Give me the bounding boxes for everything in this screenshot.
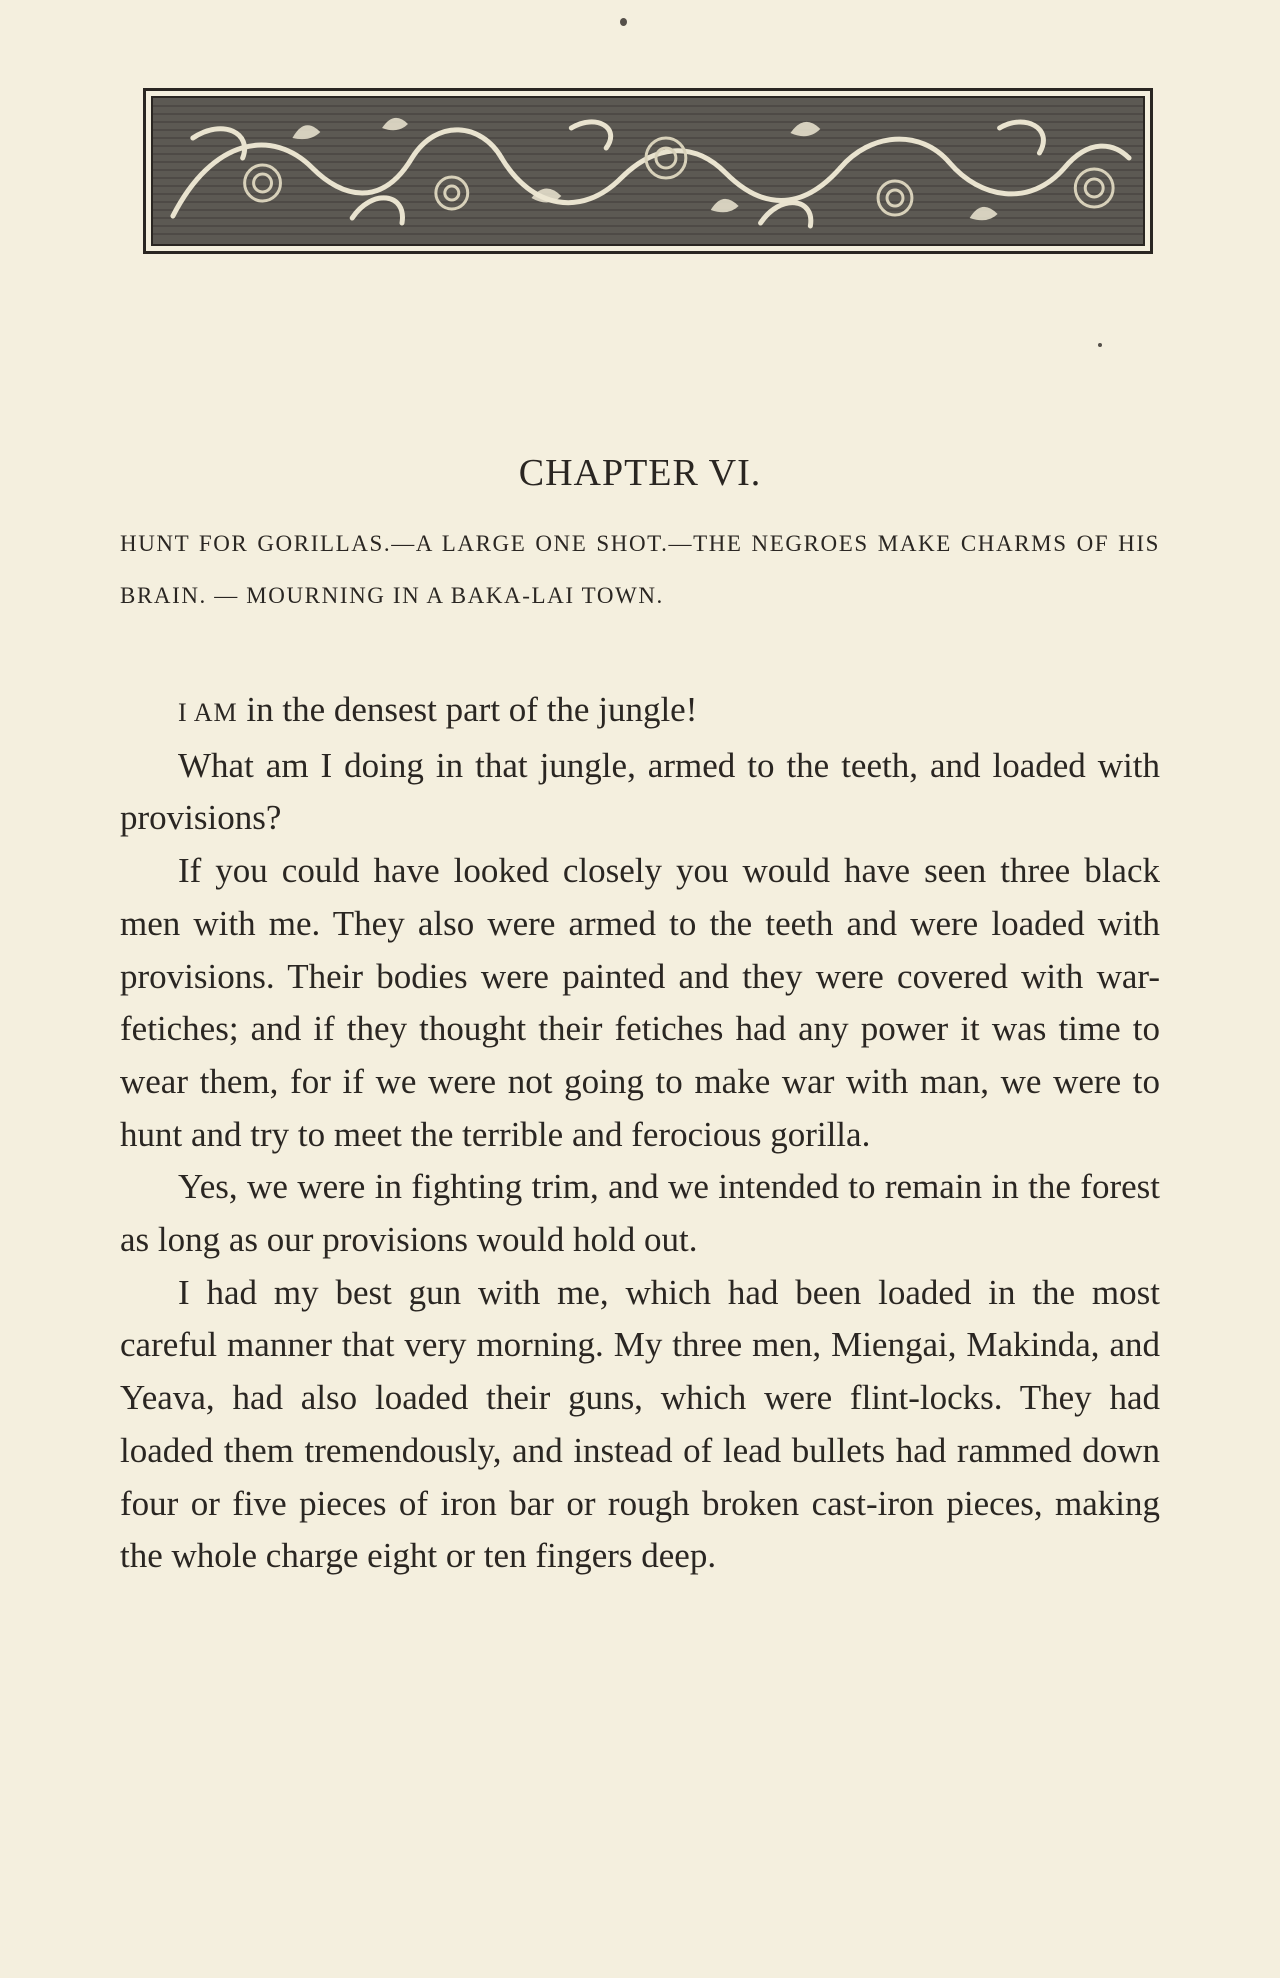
paragraph	[120, 684, 1160, 740]
ink-speck	[620, 18, 627, 26]
paragraph-text: in the densest part of the jungle!	[237, 690, 698, 729]
paragraph: What am I doing in that jungle, armed to the teeth, and loaded with provisions?	[120, 745, 1160, 838]
paragraph: Yes, we were in fighting trim, and we intended to remain in the forest as long as our provisions would hold out.	[120, 1167, 1160, 1260]
chapter-body	[120, 684, 1160, 1583]
paragraph: I had my best gun with me, which had been loaded in the most careful manner that very morning. My three men, Miengai, Makinda, and Yeava, had also loaded their guns, which were flint-locks. They had loaded them tremendously, and instead of lead bullets had rammed down four or five pieces of iron bar or rough broken cast-iron pieces, making the whole charge eight or ten fingers deep.	[120, 1272, 1160, 1576]
opening-small-caps: I AM	[178, 698, 238, 727]
ornamental-headpiece	[143, 88, 1153, 254]
ornament-scroll-pattern	[153, 98, 1143, 244]
chapter-summary: HUNT FOR GORILLAS.—A LARGE ONE SHOT.—THE NEGROES MAKE CHARMS OF HIS BRAIN. — MOURNING IN A BAKA-LAI TOWN.	[120, 531, 1160, 608]
ink-speck	[1098, 343, 1102, 347]
paragraph: If you could have looked closely you would have seen three black men with me. They also were armed to the teeth and were loaded with provisions. Their bodies were painted and they were covered with war-fetiches; and if they thought their fetiches had any power it was time to wear them, for if we were not going to make war with man, we were to hunt and try to meet the terrible and ferocious gorilla.	[120, 851, 1160, 1154]
chapter-title: CHAPTER VI.	[518, 452, 762, 494]
